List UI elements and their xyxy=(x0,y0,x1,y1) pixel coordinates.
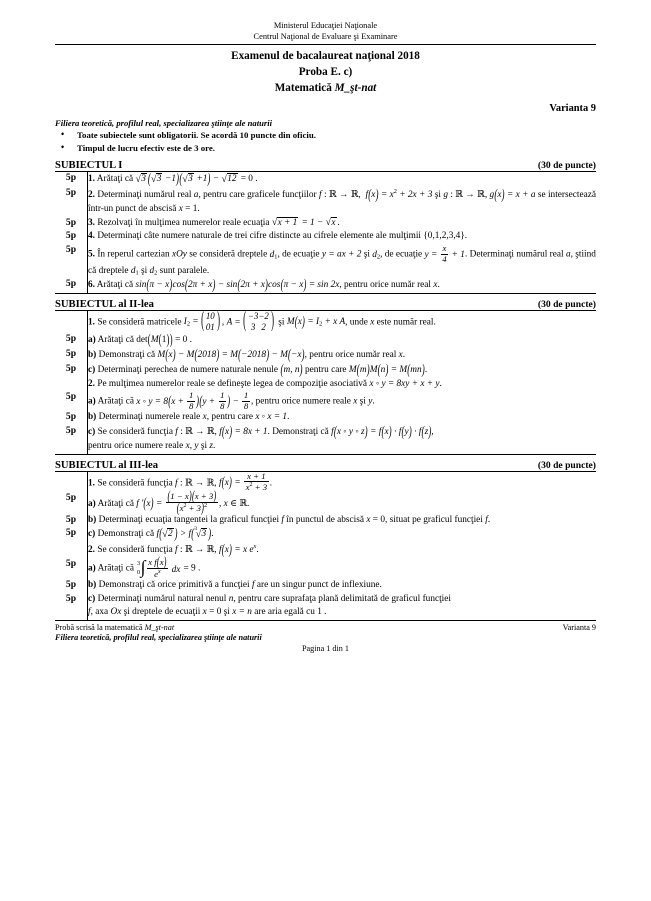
header-divider xyxy=(55,44,596,45)
points-cell: 5p xyxy=(55,593,88,621)
table-row xyxy=(55,411,596,425)
problem-text: 3. Rezolvaţi în mulţimea numerelor reale ecuaţia √ x + 1 = 1 − √ x . xyxy=(88,217,597,231)
exam-subject-code: M_şt-nat xyxy=(334,82,377,94)
problem-number: 5. xyxy=(88,249,95,260)
points-cell xyxy=(55,542,88,558)
table-row xyxy=(55,378,596,392)
problem-text: 2. Se consideră funcţia f : ℝ → ℝ, f(x) = x $e^x$. xyxy=(88,540,259,558)
points-cell xyxy=(55,311,88,334)
table-row xyxy=(55,333,596,348)
problem-text: a) Arătaţi că 3 0 ∫ $\frac{\text{x f(x)}}{e^x}$ dx = 9 . xyxy=(88,554,201,579)
section-points: (30 de puncte) xyxy=(537,160,596,172)
ministry-line-1: Ministerul Educaţiei Naţionale xyxy=(273,21,378,30)
footer-filiera: Filiera teoretică, profilul real, specializarea ştiinţe ale naturii xyxy=(55,633,262,643)
section-points: (30 de puncte) xyxy=(537,459,596,471)
points-cell: 5p xyxy=(55,333,88,348)
problem-text: 2. Determinaţi numărul real a, pentru care graficele funcţiilor f : ℝ → ℝ, $f(x) = x^2 + 2x + 3$ şi g : ℝ → ℝ, g(x) = x + a se intersectează într-un punct de abscisă x = 1. xyxy=(88,185,596,214)
problem-number: 1. xyxy=(88,478,95,488)
section-header-subject-1 xyxy=(55,160,596,171)
table-row xyxy=(55,230,596,244)
problem-text: a) Arătaţi că f '(x) = $\frac{(1 - x)(x + 3)}{(x^2 + 3)^2}$ , x ∈ ℝ. xyxy=(88,488,250,516)
exam-title-block xyxy=(55,49,596,97)
points-cell: 5p xyxy=(55,217,88,231)
points-cell: 5p xyxy=(55,348,88,363)
problem-number: a) xyxy=(88,335,96,346)
points-cell: 5p xyxy=(55,527,88,542)
instruction-item: • Timpul de lucru efectiv este de 3 ore. xyxy=(55,142,596,155)
subject-1-items xyxy=(55,171,596,294)
table-row xyxy=(55,363,596,378)
points-cell: 5p xyxy=(55,172,88,187)
problem-text: c) Se consideră funcţia f : ℝ → ℝ, f(x) = 8x + 1. Demonstraţi că f(x ◦ y ◦ z) = f(x) · f(y) · f(z), pentru orice numere reale x, y şi z. xyxy=(88,422,434,451)
ministry-header xyxy=(55,20,596,42)
problem-number: c) xyxy=(88,593,96,604)
exam-subject-line: Matematică M_şt-nat xyxy=(274,82,377,94)
problem-text: 1. Se consideră funcţia f : ℝ → ℝ, f(x) = $\frac{x + 1}{x^2 + 3}$ . xyxy=(88,470,273,492)
problem-text: b) Determinaţi ecuaţia tangentei la graficul funcţiei f în punctul de abscisă x = 0, situat pe graficul funcţiei f. xyxy=(88,514,491,525)
definite-integral: 3 0 ∫ $\frac{\text{x f(x)}}{e^x}$ dx xyxy=(137,554,181,579)
problem-number: b) xyxy=(88,412,97,423)
problem-text: 1. Arătaţi că √ 3 ( √ 3 −1)( √ 3 +1) − √ 12 = 0 . xyxy=(88,172,597,187)
section-title: SUBIECTUL I xyxy=(55,160,123,172)
problem-number: b) xyxy=(88,350,97,361)
table-row xyxy=(55,593,596,621)
section-points: (30 de puncte) xyxy=(537,299,596,311)
table-row xyxy=(55,278,596,293)
problem-number: a) xyxy=(88,499,96,510)
table-row xyxy=(55,492,596,513)
problem-number: c) xyxy=(88,529,96,540)
points-cell: 5p xyxy=(55,244,88,278)
exam-proba: Proba E. c) xyxy=(298,66,353,79)
problem-number: a) xyxy=(88,397,96,407)
points-cell: 5p xyxy=(55,492,88,513)
problem-number: 1. xyxy=(88,174,95,185)
points-cell: 5p xyxy=(55,579,88,593)
variant-label: Varianta 9 xyxy=(549,102,596,114)
points-cell: 5p xyxy=(55,363,88,378)
table-row xyxy=(55,471,596,492)
problem-number: 1. xyxy=(88,317,95,328)
points-cell xyxy=(55,471,88,492)
points-cell: 5p xyxy=(55,278,88,293)
section-header-subject-2 xyxy=(55,299,596,310)
subject-2-items xyxy=(55,307,596,454)
table-row xyxy=(55,542,596,558)
digit-set: {0,1,2,3,4} xyxy=(423,231,465,242)
problem-text: c) Determinaţi perechea de numere naturale nenule (m, n) pentru care M(m)M(n) = M(mn). xyxy=(88,360,428,378)
problem-number: a) xyxy=(88,563,96,574)
table-row xyxy=(55,579,596,593)
points-cell xyxy=(55,378,88,392)
subject-3-items xyxy=(55,471,596,622)
points-cell: 5p xyxy=(55,425,88,454)
problem-number: b) xyxy=(88,579,97,590)
problem-text: a) Arătaţi că det(M(1)) = 0 . xyxy=(88,330,192,348)
problem-text: b) Demonstraţi că M(x) − M(2018) = M(−2018) − M(−x), pentru orice număr real x. xyxy=(88,345,406,363)
problem-number: c) xyxy=(88,427,96,437)
problem-number: 2. xyxy=(88,545,95,556)
filiera-line: Filiera teoretică, profilul real, specializarea ştiinţe ale naturii xyxy=(55,117,272,128)
problem-text: a) Arătaţi că x ◦ y = 8(x + $\frac{1}{8}$ )(y + $\frac{1}{8}$ ) − $\frac{1}{8}$ , pentru orice numere reale x şi y. xyxy=(88,390,375,411)
section-title: SUBIECTUL al III-lea xyxy=(55,459,159,471)
problem-text: 2. Pe mulţimea numerelor reale se defineşte legea de compoziţie asociativă x ◦ y = 8xy + x + y. xyxy=(88,378,442,389)
table-row xyxy=(55,244,596,278)
points-cell: 5p xyxy=(55,230,88,244)
problem-number: 2. xyxy=(88,190,95,201)
problem-number: 2. xyxy=(88,378,95,389)
matrix-a: ( −3 −2 3 2 ) xyxy=(242,307,274,334)
problem-text: c) Determinaţi numărul natural nenul n, pentru care suprafaţa plană delimitată de graficul funcţiei f, axa Ox şi dreptele de ecuaţii x = 0 şi x = n are aria egală cu 1 . xyxy=(88,593,451,618)
table-row xyxy=(55,348,596,363)
problem-text: 5. În reperul cartezian xOy se consideră dreptele $d_1$, de ecuaţie y = ax + 2 şi $d_2$, de ecuaţie y = $\frac{x}{4}$ + 1. Determinaţi numărul real a, ştiind că dreptele $d_1$ şi $d_2$ sunt paralele. xyxy=(88,243,596,277)
points-cell: 5p xyxy=(55,514,88,528)
problem-number: c) xyxy=(88,364,96,375)
instructions-list xyxy=(55,129,596,155)
table-row xyxy=(55,425,596,454)
section-header-subject-3 xyxy=(55,460,596,471)
table-row xyxy=(55,527,596,542)
points-cell: 5p xyxy=(55,558,88,579)
points-cell: 5p xyxy=(55,391,88,411)
exam-title: Examenul de bacalaureat naţional 2018 xyxy=(231,50,420,63)
points-cell: 5p xyxy=(55,411,88,425)
problem-text: 6. Arătaţi că sin(π − x)cos(2π + x) − sin(2π + x)cos(π − x) = sin 2x, pentru orice număr real x. xyxy=(88,275,440,293)
footer-variant: Varianta 9 xyxy=(562,623,596,633)
problem-number: 3. xyxy=(88,217,95,228)
instruction-item: • Toate subiectele sunt obligatorii. Se acordă 10 puncte din oficiu. xyxy=(55,129,596,142)
table-row xyxy=(55,514,596,528)
footer-top-row xyxy=(55,623,596,632)
exam-page xyxy=(55,20,596,653)
page-footer xyxy=(55,623,596,653)
table-row xyxy=(55,217,596,231)
table-row xyxy=(55,172,596,187)
problem-text: 4. Determinaţi câte numere naturale de trei cifre distincte au cifrele elemente ale mulţimii {0,1,2,3,4}. xyxy=(88,231,468,242)
problem-number: 6. xyxy=(88,280,95,291)
ministry-line-2: Centrul Naţional de Evaluare şi Examinare xyxy=(253,32,398,42)
table-row xyxy=(55,391,596,411)
problem-text: 1. Se consideră matricele $I_2$ = ( 1 0 0 1 ) , A = ( −3 −2 3 2 ) şi $M(x) = I_2 + x$ A, unde x este număr real. xyxy=(88,307,436,334)
points-cell: 5p xyxy=(55,187,88,217)
table-row xyxy=(55,187,596,217)
problem-number: 4. xyxy=(88,231,95,242)
table-row xyxy=(55,311,596,334)
table-row xyxy=(55,558,596,579)
problem-number: b) xyxy=(88,514,97,525)
problem-text: c) Demonstraţi că f( √ 2 ) > f( √ 3 3 ). xyxy=(88,527,597,542)
problem-text: b) Demonstraţi că orice primitivă a funcţiei f are un singur punct de inflexiune. xyxy=(88,579,382,590)
problem-text: b) Determinaţi numerele reale x, pentru care x ◦ x = 1. xyxy=(88,412,290,423)
matrix-identity: ( 1 0 0 1 ) xyxy=(200,307,220,334)
footer-test-label: Probă scrisă la matematică M_şt-nat xyxy=(55,623,175,633)
section-title: SUBIECTUL al II-lea xyxy=(55,299,154,311)
page-number: Pagina 1 din 1 xyxy=(301,644,350,654)
